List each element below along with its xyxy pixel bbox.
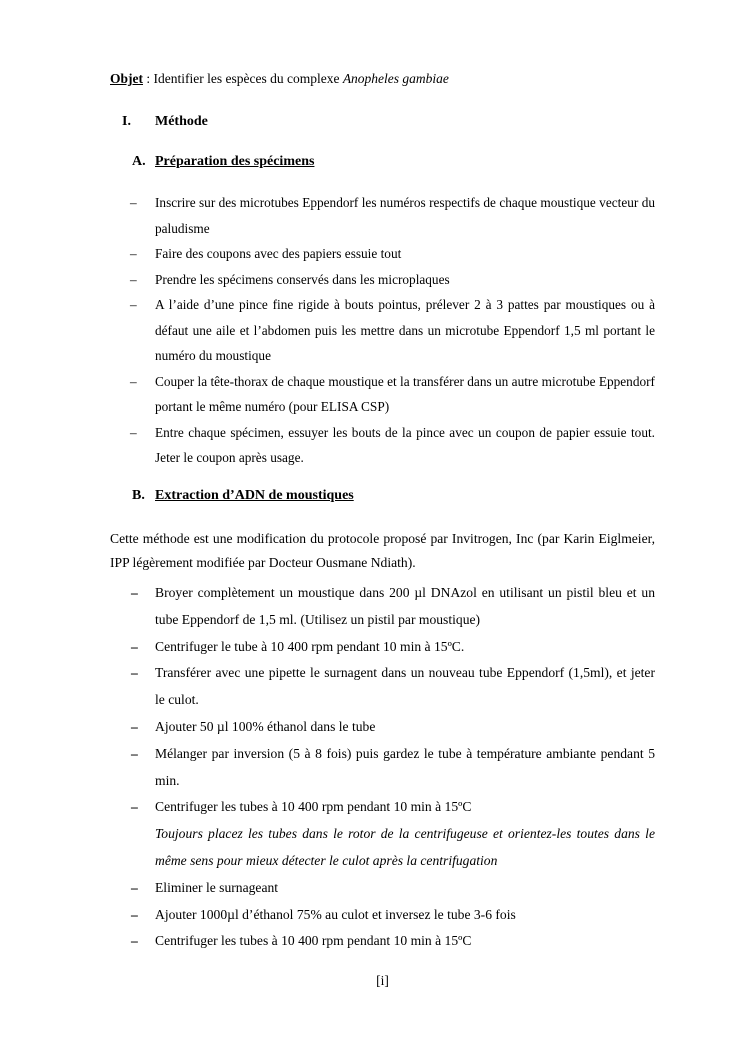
subsection-number: A.: [132, 154, 146, 169]
objective-line: [110, 69, 449, 89]
objective-species: Anopheles gambiae: [342, 71, 449, 86]
list-dash: –: [130, 424, 137, 440]
objective-text: Identifier les espèces du complexe: [153, 71, 343, 86]
preparation-steps-list: [0, 190, 655, 471]
list-item: – Eliminer le surnageant: [0, 875, 655, 902]
list-dash: –: [130, 297, 137, 312]
list-dash: –: [131, 665, 138, 681]
list-item: – Ajouter 1000µl d’éthanol 75% au culot et inversez le tube 3-6 fois: [0, 902, 655, 929]
section-title: Méthode: [155, 114, 208, 129]
subsection-title: Extraction d’ADN de moustiques: [155, 488, 354, 503]
list-dash: –: [131, 933, 138, 949]
list-item: – Inscrire sur des microtubes Eppendorf les numéros respectifs de chaque moustique vecteur du paludisme: [0, 190, 655, 241]
objective-separator: :: [143, 71, 154, 86]
list-item: – Centrifuger les tubes à 10 400 rpm pendant 10 min à 15ºC Toujours placez les tubes dans le rotor de la centrifugeuse et orientez-les toutes dans le même sens pour mieux détecter le culot après la centrifugation: [0, 794, 655, 874]
list-dash: –: [131, 799, 138, 815]
list-item: – Prendre les spécimens conservés dans les microplaques: [0, 267, 655, 293]
list-item: – Transférer avec une pipette le surnagent dans un nouveau tube Eppendorf (1,5ml), et jeter le culot.: [0, 660, 655, 714]
list-item: – Faire des coupons avec des papiers essuie tout: [0, 241, 655, 267]
list-dash: –: [131, 718, 138, 734]
list-item: – Ajouter 50 µl 100% éthanol dans le tube: [0, 714, 655, 741]
extraction-steps-list: [0, 580, 655, 955]
list-item: – Entre chaque spécimen, essuyer les bouts de la pince avec un coupon de papier essuie tout. Jeter le coupon après usage.: [0, 420, 655, 471]
objective-label: Objet: [110, 71, 143, 86]
list-dash: –: [131, 906, 138, 922]
list-dash: –: [130, 373, 137, 389]
list-dash: –: [131, 585, 138, 600]
list-item: – Couper la tête-thorax de chaque moustique et la transférer dans un autre microtube Eppendorf portant le même numéro (pour ELISA CSP): [0, 369, 655, 420]
list-item: – Centrifuger le tube à 10 400 rpm pendant 10 min à 15ºC.: [0, 634, 655, 661]
list-item: – Centrifuger les tubes à 10 400 rpm pendant 10 min à 15ºC: [0, 928, 655, 955]
list-item: – A l’aide d’une pince fine rigide à bouts pointus, prélever 2 à 3 pattes par moustiques ou à défaut une aile et l’abdomen puis les mettre dans un microtube Eppendorf 1,5 ml portant le numéro du moustique: [0, 292, 655, 369]
list-dash: –: [130, 271, 137, 287]
extraction-intro-paragraph: Cette méthode est une modification du protocole proposé par Invitrogen, Inc (par Karin Eiglmeier, IPP légèrement modifiée par Docteur Ousmane Ndiath).: [110, 531, 655, 570]
subsection-title: Préparation des spécimens: [155, 154, 315, 169]
list-item: – Broyer complètement un moustique dans 200 µl DNAzol en utilisant un pistil bleu et un tube Eppendorf de 1,5 ml. (Utilisez un pistil par moustique): [0, 580, 655, 634]
list-dash: –: [131, 879, 138, 895]
centrifuge-note: Toujours placez les tubes dans le rotor de la centrifugeuse et orientez-les toutes dans le même sens pour mieux détecter le culot après la centrifugation: [155, 826, 655, 868]
list-dash: –: [131, 745, 138, 761]
list-dash: –: [130, 195, 137, 210]
list-dash: –: [130, 246, 137, 261]
list-item: – Mélanger par inversion (5 à 8 fois) puis gardez le tube à température ambiante pendant 5 min.: [0, 741, 655, 795]
page-number: [i]: [376, 973, 389, 988]
section-number: I.: [122, 114, 131, 129]
list-dash: –: [131, 638, 138, 654]
subsection-number: B.: [132, 488, 145, 503]
